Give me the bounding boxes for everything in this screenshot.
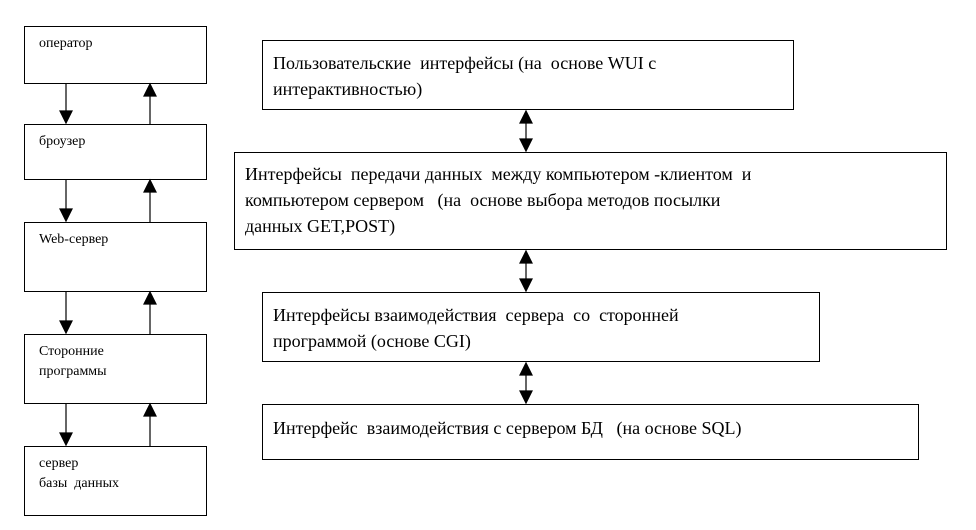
component-label: броузер [39, 134, 86, 149]
arrowhead-up [144, 180, 156, 192]
interface-text-line-2: интерактивностью) [273, 79, 423, 99]
arrowhead-down [60, 433, 72, 445]
component-label: оператор [39, 36, 93, 51]
component-label-line-1: Сторонние [39, 344, 104, 359]
arrowhead-down [520, 391, 532, 403]
arrowhead-up [144, 404, 156, 416]
arrowhead-up [144, 292, 156, 304]
interface-text-line-2: программой (основе CGI) [273, 331, 471, 351]
interface-text-line-1: Интерфейс взаимодействия с сервером БД (на основе SQL) [273, 418, 742, 438]
component-label: Web-сервер [39, 232, 109, 247]
arrowhead-down [520, 139, 532, 151]
arrowhead-up [520, 363, 532, 375]
interface-text-line-1: Интерфейсы передачи данных между компьютером -клиентом и [245, 164, 752, 184]
arrowhead-down [60, 111, 72, 123]
arrowhead-up [520, 111, 532, 123]
arrowhead-down [520, 279, 532, 291]
interface-text-line-1: Пользовательские интерфейсы (на основе WUI с [273, 53, 657, 73]
interface-text-line-1: Интерфейсы взаимодействия сервера со сторонней [273, 305, 679, 325]
interface-text-line-3: данных GET,POST) [245, 216, 396, 236]
arrowhead-down [60, 321, 72, 333]
component-label-line-1: сервер [39, 456, 79, 471]
arrowhead-down [60, 209, 72, 221]
arrowhead-up [144, 84, 156, 96]
arrowhead-up [520, 251, 532, 263]
interface-text-line-2: компьютером сервером (на основе выбора методов посылки [245, 190, 721, 210]
component-label-line-2: базы данных [39, 476, 120, 491]
component-label-line-2: программы [39, 364, 107, 379]
